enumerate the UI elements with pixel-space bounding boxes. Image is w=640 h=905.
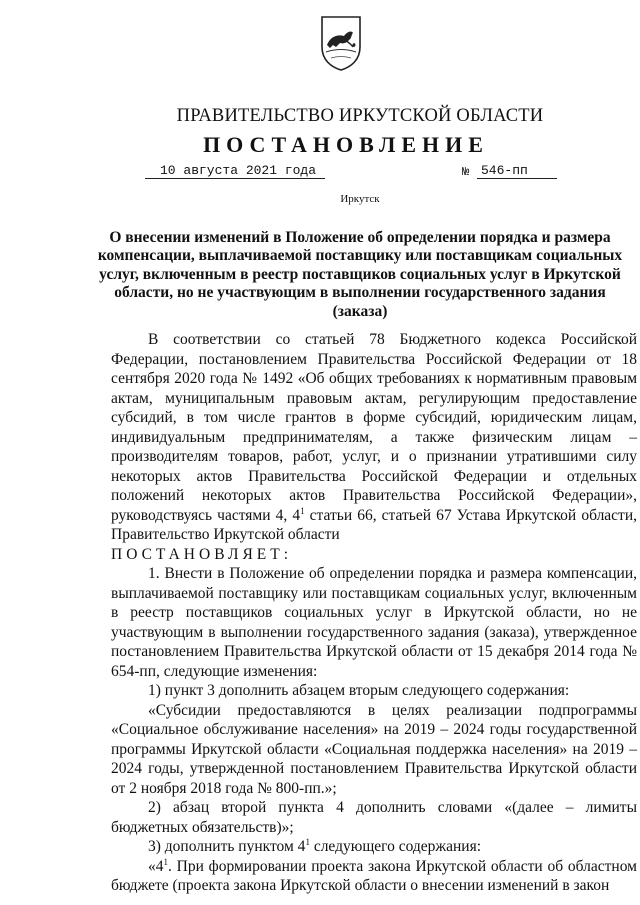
decree-word: ПОСТАНОВЛЯЕТ: bbox=[111, 545, 293, 563]
subitem-2-paragraph: 2) абзац второй пункта 4 дополнить словами «(далее – лимиты бюджетных обязательств)»; bbox=[111, 799, 637, 836]
item-1-paragraph: 1. Внести в Положение об определении порядка и размера компенсации, выплачиваемой поставщику или поставщикам социальных услуг, включенным в реестр поставщиков социальных услуг в Иркутской области, но не участвующим в выполнении государственного задания (заказа), утвержденное постановлением Правительства Иркутской области от 15 декабря 2014 года № 654-пп, следующие изменения: bbox=[111, 565, 637, 680]
preamble-paragraph bbox=[111, 330, 637, 545]
quote-2-paragraph bbox=[111, 857, 637, 896]
document-body bbox=[111, 330, 637, 896]
organization-name: ПРАВИТЕЛЬСТВО ИРКУТСКОЙ ОБЛАСТИ bbox=[176, 106, 544, 126]
number-sign: № bbox=[462, 165, 470, 179]
quote-2-text: «4 bbox=[148, 857, 164, 875]
document-type: ПОСТАНОВЛЕНИЕ bbox=[203, 132, 489, 157]
subitem-1-paragraph: 1) пункт 3 дополнить абзацем вторым следующего содержания: bbox=[148, 682, 570, 699]
irkutsk-coat-of-arms-icon bbox=[318, 14, 364, 72]
city: Иркутск bbox=[340, 193, 380, 205]
preamble-superscript: 1 bbox=[300, 505, 305, 516]
quote-2-superscript: 1 bbox=[163, 856, 168, 867]
document-title: О внесении изменений в Положение об определении порядка и размера компенсации, выплачиваемой поставщику или поставщикам социальных услуг, включенным в реестр поставщиков социальных услуг в Иркутской области, но не участвующим в выполнении государственного задания (заказа) bbox=[97, 229, 623, 320]
subitem-3-paragraph bbox=[111, 837, 637, 857]
document-number: 546-пп bbox=[477, 163, 557, 179]
document-date: 10 августа 2021 года bbox=[145, 163, 325, 179]
quote-2-text-end: . При формировании проекта закона Иркутской области об областном бюджете (проекта закона Иркутской области о внесении изменений в закон bbox=[111, 857, 637, 894]
quote-1-paragraph: «Субсидии предоставляются в целях реализации подпрограммы «Социальное обслуживание населения» на 2019 – 2024 годы государственной программы Иркутской области «Социальная поддержка населения» на 2019 – 2024 годы, утвержденной постановлением Правительства Иркутской области от 2 ноября 2018 года № 800-пп.»; bbox=[111, 701, 637, 797]
subitem-3-text: 3) дополнить пунктом 4 bbox=[148, 838, 306, 855]
subitem-3-text-end: следующего содержания: bbox=[309, 838, 482, 855]
preamble-text-end: статьи 66, статьей 67 Устава Иркутской области, Правительство Иркутской области bbox=[111, 506, 638, 543]
preamble-text: В соответствии со статьей 78 Бюджетного кодекса Российской Федерации, постановлением Правительства Российской Федерации от 18 сентября 2020 года № 1492 «Об общих требованиях к нормативным правовым актам, муниципальным правовым актам, регулирующим предоставление субсидий, в том числе грантов в форме субсидий, юридическим лицам, индивидуальным предпринимателям, а также физическим лицам – производителям товаров, работ, услуг, и о признании утратившими силу некоторых актов Правительства Российской Федерации и отдельных положений некоторых актов Правительства Российской Федерации», руководствуясь частями 4, 4 bbox=[111, 331, 637, 524]
subitem-3-superscript: 1 bbox=[305, 836, 310, 847]
